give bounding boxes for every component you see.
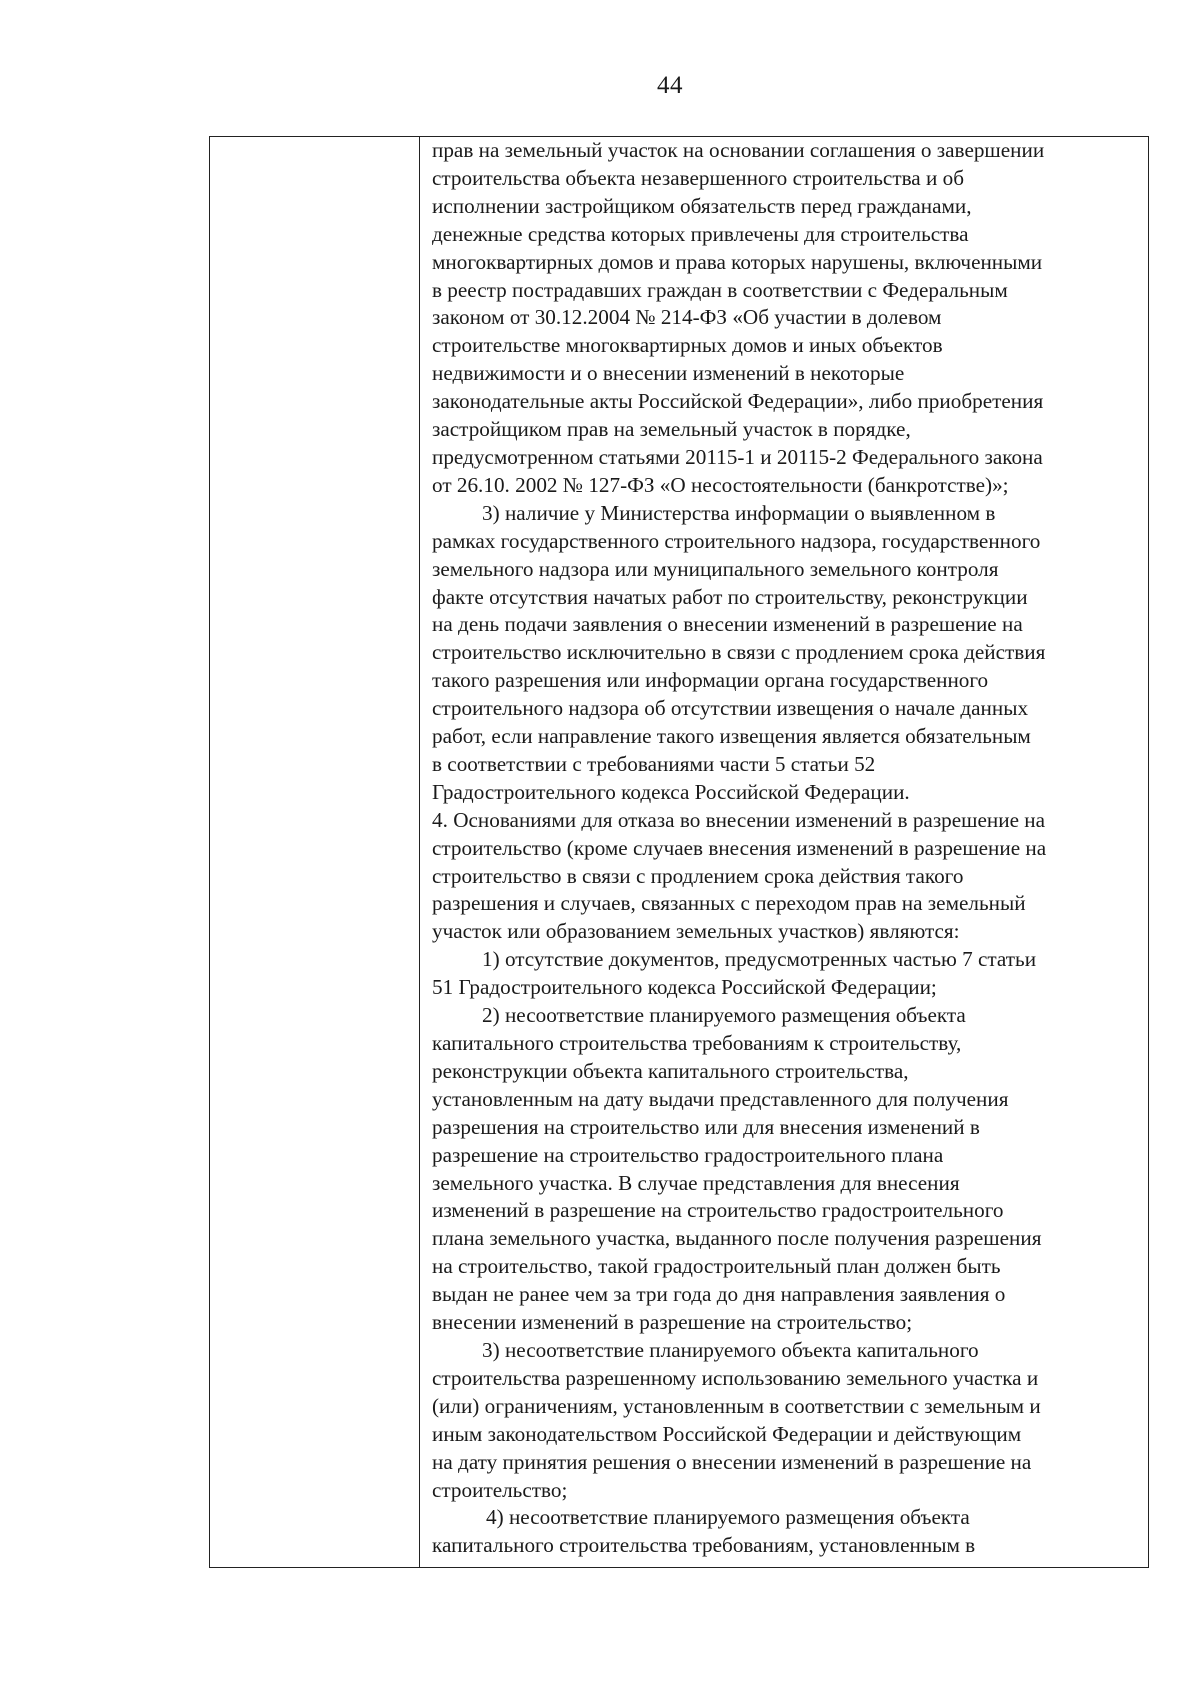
text-line: 2) несоответствие планируемого размещения объекта xyxy=(482,1003,966,1028)
text-line: строительство (кроме случаев внесения изменений в разрешение на xyxy=(432,835,1047,860)
text-line: изменений в разрешение на строительство градостроительного xyxy=(432,1198,1004,1223)
text-line: 4. Основаниями для отказа во внесении изменений в разрешение на xyxy=(432,807,1046,832)
text-line: выдан не ранее чем за три года до дня направления заявления о xyxy=(432,1282,1006,1307)
text-line: 51 Градостроительного кодекса Российской Федерации; xyxy=(432,975,937,1000)
text-line: капитального строительства требованиям к строительству, xyxy=(432,1031,962,1055)
text-line: денежные средства которых привлечены для строительства xyxy=(432,221,969,246)
table-left-column xyxy=(210,137,420,1567)
text-line: в реестр пострадавших граждан в соответствии с Федеральным xyxy=(432,277,1008,302)
text-line: строительства разрешенному использованию земельного участка и xyxy=(432,1365,1039,1390)
text-line: разрешения и случаев, связанных с переходом прав на земельный xyxy=(432,891,1026,916)
document-table xyxy=(209,136,1149,1568)
text-line: участок или образованием земельных участков) являются: xyxy=(432,919,960,944)
text-line: строительного надзора об отсутствии извещения о начале данных xyxy=(432,696,1029,721)
text-line: в соответствии с требованиями части 5 статьи 52 xyxy=(432,751,876,776)
text-line: строительстве многоквартирных домов и иных объектов xyxy=(432,333,943,358)
text-line: земельного участка. В случае представления для внесения xyxy=(432,1170,960,1195)
text-line: Градостроительного кодекса Российской Федерации. xyxy=(432,779,910,804)
text-line: строительство в связи с продлением срока действия такого xyxy=(432,863,964,888)
text-line: 3) наличие у Министерства информации о выявленном в xyxy=(482,500,996,525)
text-line: установленным на дату выдачи представленного для получения xyxy=(432,1086,1009,1111)
table-right-column xyxy=(420,137,1148,1567)
text-line: разрешение на строительство градостроительного плана xyxy=(432,1142,944,1167)
text-line: разрешения на строительство или для внесения изменений в xyxy=(432,1114,980,1139)
text-line: законом от 30.12.2004 № 214-ФЗ «Об участии в долевом xyxy=(432,305,942,330)
text-line: на строительство, такой градостроительный план должен быть xyxy=(432,1254,1001,1279)
text-line: многоквартирных домов и права которых нарушены, включенными xyxy=(432,249,1043,274)
text-line: на дату принятия решения о внесении изменений в разрешение на xyxy=(432,1449,1032,1474)
text-line: работ, если направление такого извещения является обязательным xyxy=(432,724,1031,749)
text-line: 1) отсутствие документов, предусмотренных частью 7 статьи xyxy=(482,947,1037,972)
text-line: застройщиком прав на земельный участок в порядке, xyxy=(432,417,911,442)
text-line: факте отсутствия начатых работ по строительству, реконструкции xyxy=(432,584,1028,609)
text-line: (или) ограничениям, установленным в соответствии с земельным и xyxy=(432,1393,1041,1418)
text-line: 3) несоответствие планируемого объекта капитального xyxy=(482,1337,979,1362)
text-line: плана земельного участка, выданного после получения разрешения xyxy=(432,1226,1042,1251)
text-line: строительство исключительно в связи с продлением срока действия xyxy=(432,640,1046,665)
text-line: строительство; xyxy=(432,1477,568,1502)
text-line: такого разрешения или информации органа государственного xyxy=(432,668,989,693)
text-line: внесении изменений в разрешение на строительство; xyxy=(432,1310,913,1335)
text-line: капитального строительства требованиям, установленным в xyxy=(432,1533,976,1558)
text-line: исполнении застройщиком обязательств перед гражданами, xyxy=(432,193,972,218)
text-line: 4) несоответствие планируемого размещения объекта xyxy=(486,1505,970,1530)
text-line: реконструкции объекта капитального строительства, xyxy=(432,1058,909,1083)
text-line: земельного надзора или муниципального земельного контроля xyxy=(432,556,999,581)
text-line: предусмотренном статьями 20115-1 и 20115-2 Федерального закона xyxy=(432,444,1043,469)
text-line: рамках государственного строительного надзора, государственного xyxy=(432,528,1041,553)
text-line: прав на земельный участок на основании соглашения о завершении xyxy=(432,138,1045,162)
text-line: законодательные акты Российской Федерации», либо приобретения xyxy=(432,389,1044,414)
text-body xyxy=(432,137,1138,1560)
text-line: строительства объекта незавершенного строительства и об xyxy=(432,165,965,190)
text-line: от 26.10. 2002 № 127-ФЗ «О несостоятельности (банкротстве)»; xyxy=(432,472,1009,497)
text-line: иным законодательством Российской Федерации и действующим xyxy=(432,1421,1022,1446)
text-line: на день подачи заявления о внесении изменений в разрешение на xyxy=(432,612,1023,637)
page-number: 44 xyxy=(657,72,683,99)
text-line: недвижимости и о внесении изменений в некоторые xyxy=(432,361,905,386)
